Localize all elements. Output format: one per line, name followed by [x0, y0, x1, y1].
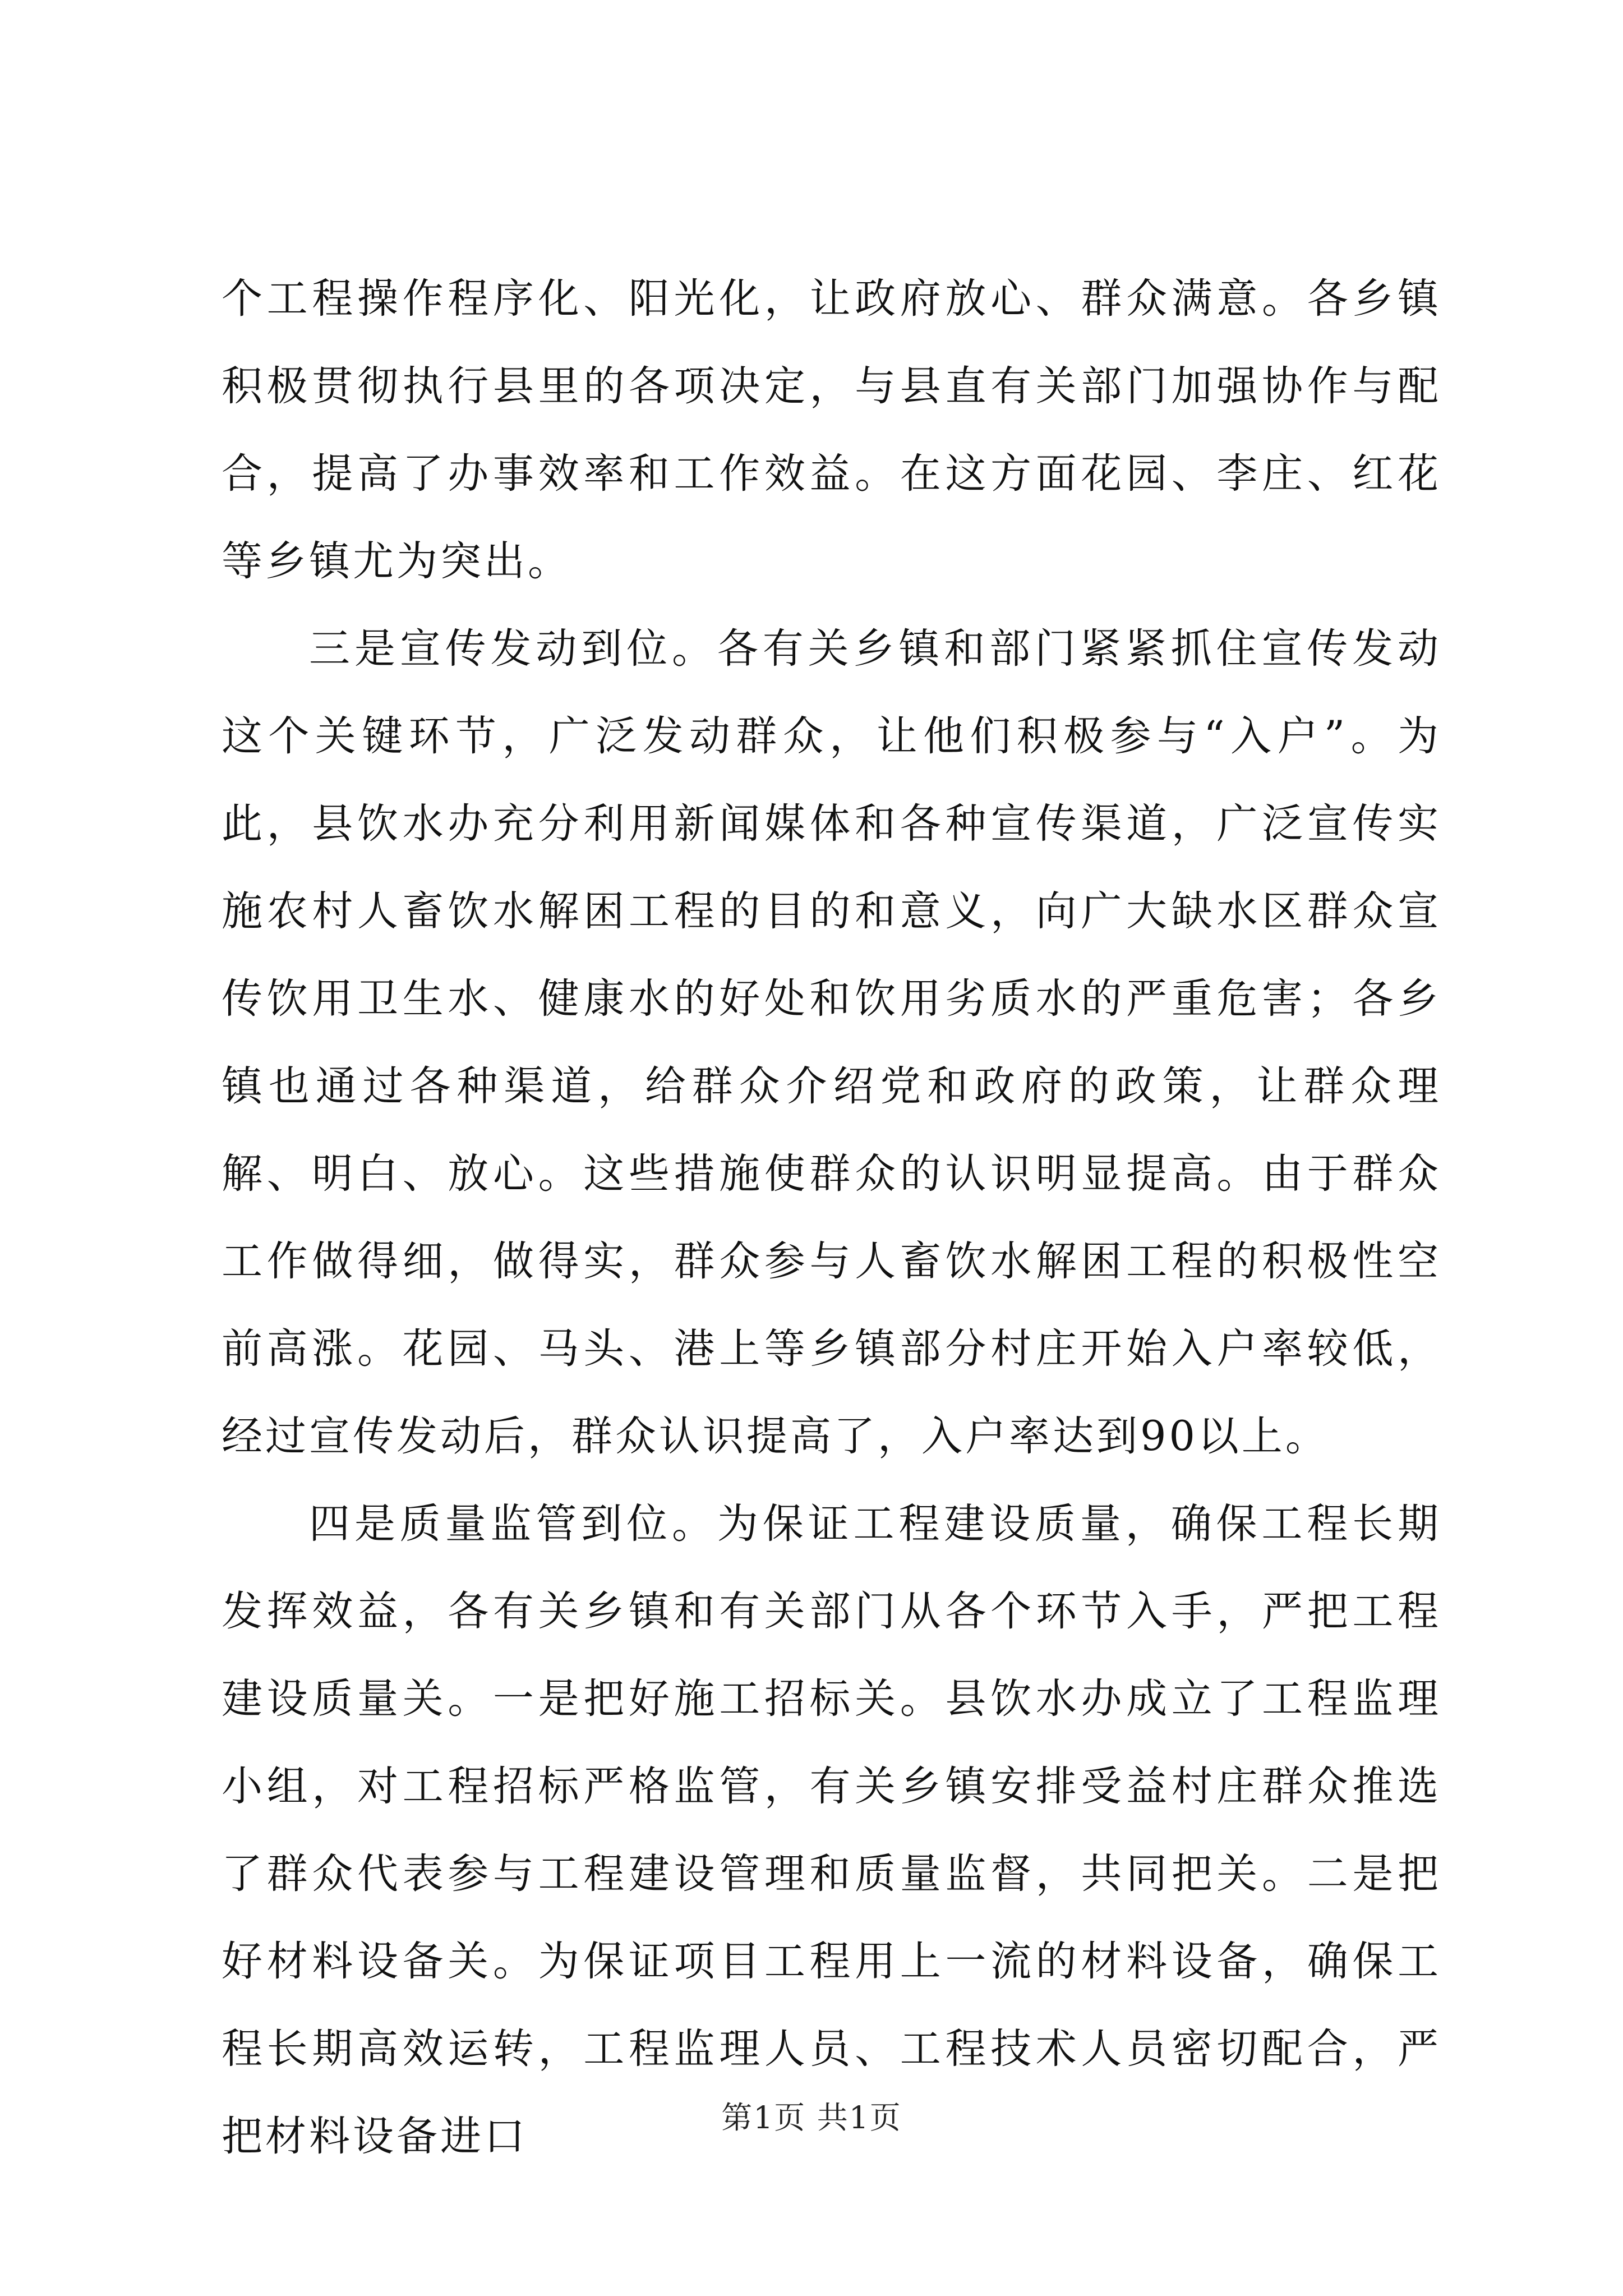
- document-body: [222, 255, 1441, 2180]
- paragraph-1: 个工程操作程序化、阳光化，让政府放心、群众满意。各乡镇积极贯彻执行县里的各项决定，与县直有关部门加强协作与配合，提高了办事效率和工作效益。在这方面花园、李庄、红花等乡镇尤为突出。: [222, 275, 1441, 585]
- paragraph-3: 四是质量监管到位。为保证工程建设质量，确保工程长期发挥效益，各有关乡镇和有关部门从各个环节入手，严把工程建设质量关。一是把好施工招标关。县饮水办成立了工程监理小组，对工程招标严格监管，有关乡镇安排受益村庄群众推选了群众代表参与工程建设管理和质量监督，共同把关。二是把好材料设备关。为保证项目工程用上一流的材料设备，确保工程长期高效运转，工程监理人员、工程技术人员密切配合，严把材料设备进口: [222, 1500, 1441, 2160]
- paragraph-2: 三是宣传发动到位。各有关乡镇和部门紧紧抓住宣传发动这个关键环节，广泛发动群众，让他们积极参与“入户”。为此，县饮水办充分利用新闻媒体和各种宣传渠道，广泛宣传实施农村人畜饮水解困工程的目的和意义，向广大缺水区群众宣传饮用卫生水、健康水的好处和饮用劣质水的严重危害；各乡镇也通过各种渠道，给群众介绍党和政府的政策，让群众理解、明白、放心。这些措施使群众的认识明显提高。由于群众工作做得细，做得实，群众参与人畜饮水解困工程的积极性空前高涨。花园、马头、港上等乡镇部分村庄开始入户率较低，经过宣传发动后，群众认识提高了，入户率达到90以上。: [222, 625, 1441, 1460]
- page-footer: 第1页 共1页: [721, 2100, 902, 2136]
